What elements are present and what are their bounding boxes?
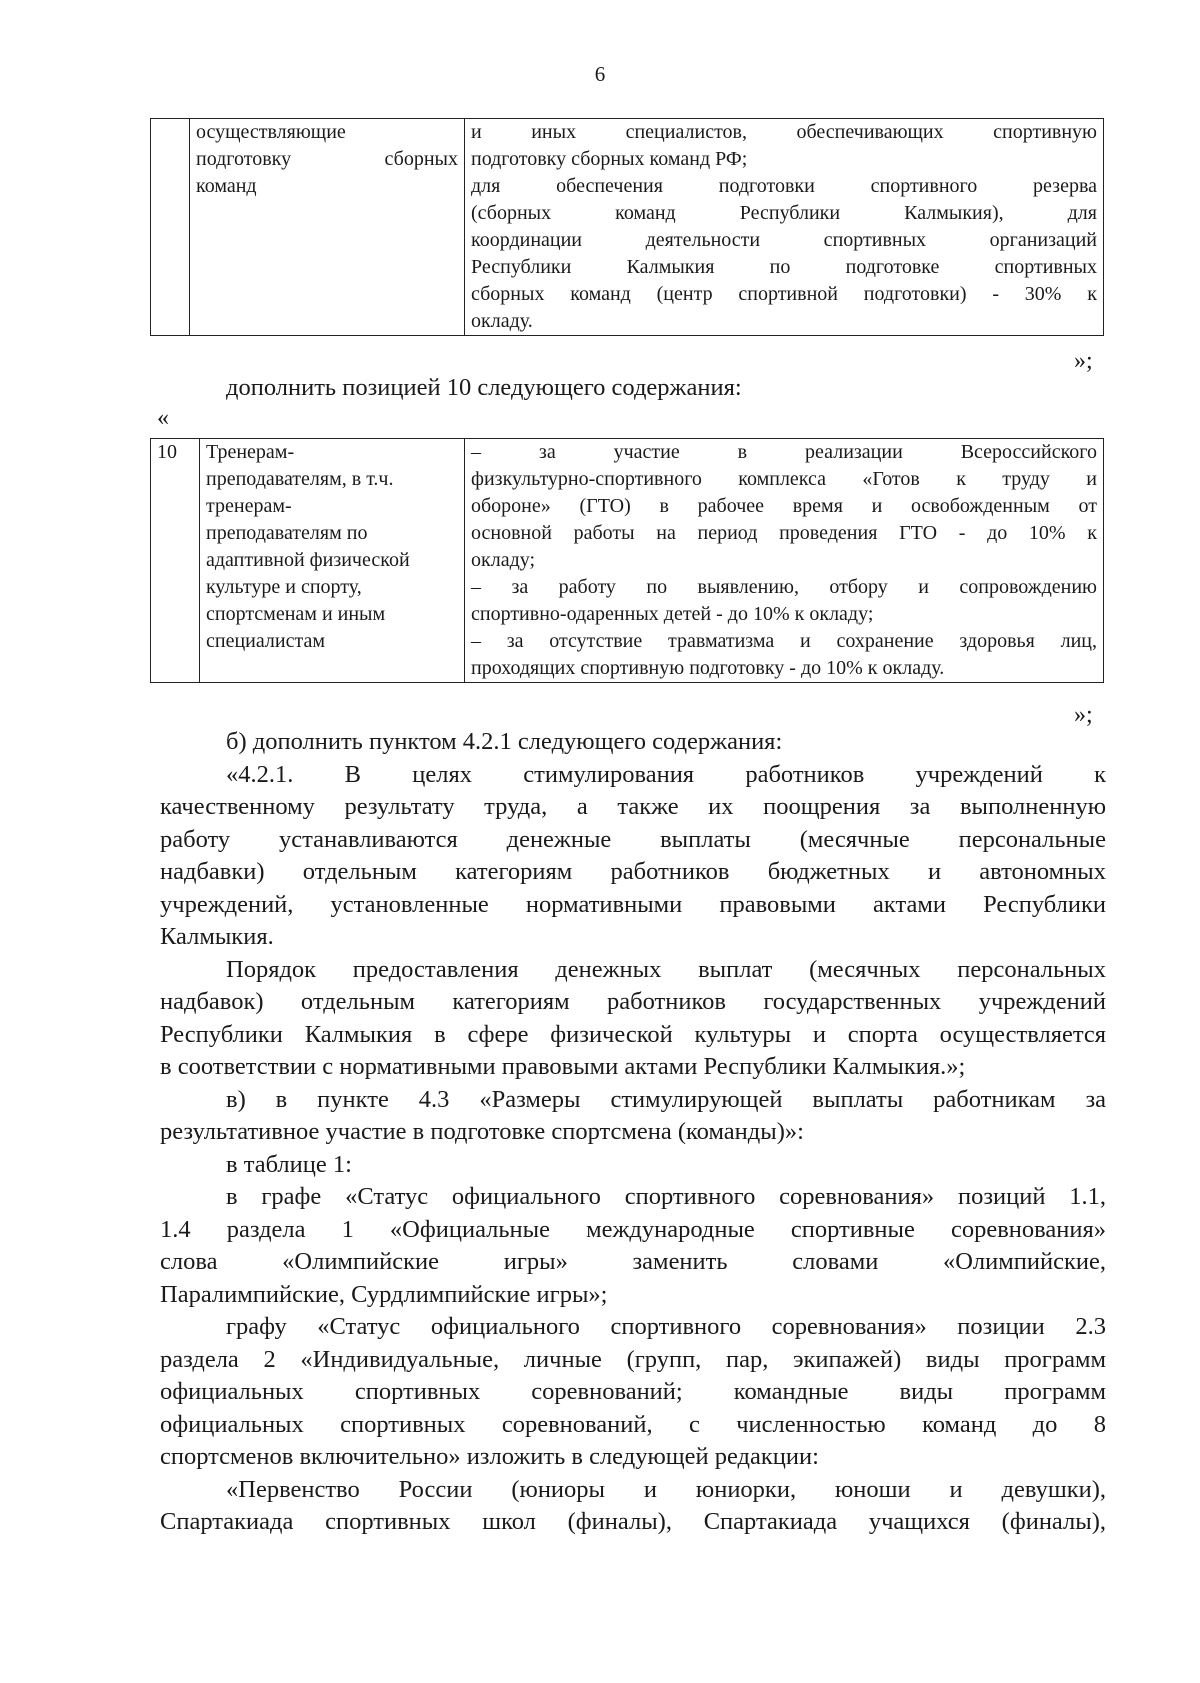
text-line: Калмыкия. — [160, 923, 274, 950]
table-cell-description — [465, 119, 1104, 336]
close-quote: »; — [1074, 348, 1093, 374]
cell-line: обороне» (ГТО) в рабочее время и освобожденным от — [471, 495, 1097, 517]
text-line: учреждений, установленные нормативными правовыми актами Республики — [160, 890, 1106, 918]
cell-line: координации деятельности спортивных организаций — [471, 229, 1097, 251]
cell-line: (сборных команд Республики Калмыкия), для — [471, 202, 1097, 224]
text-line: официальных спортивных соревнований; командные виды программ — [160, 1378, 1106, 1405]
text-line: работу устанавливаются денежные выплаты (месячные персональные — [160, 825, 1106, 853]
table-continued — [150, 118, 1104, 336]
cell-line: адаптивной физической — [206, 549, 410, 571]
table-cell-num — [151, 119, 190, 336]
text-line: слова «Олимпийские игры» заменить словами «Олимпийские, — [160, 1248, 1106, 1275]
text-line: надбавки) отдельным категориям работников бюджетных и автономных — [160, 858, 1106, 885]
cell-line: – за участие в реализации Всероссийского — [471, 441, 1097, 463]
cell-line: культуре и спорту, — [206, 576, 362, 598]
cell-line: преподавателям, в т.ч. — [206, 468, 394, 490]
text-line: раздела 2 «Индивидуальные, личные (групп, пар, экипажей) виды программ — [160, 1345, 1106, 1373]
text-line: Паралимпийские, Сурдлимпийские игры»; — [160, 1280, 608, 1308]
table-cell-description — [465, 439, 1104, 683]
cell-line: окладу. — [471, 310, 533, 332]
table-row — [151, 439, 1104, 683]
cell-line: осуществляющие — [196, 121, 346, 143]
cell-line: Республики Калмыкия по подготовке спортивных — [471, 256, 1097, 278]
text-line: 1.4 раздела 1 «Официальные международные спортивные соревнования» — [160, 1215, 1106, 1243]
cell-line: тренерам- — [206, 495, 292, 517]
cell-line: команд — [196, 175, 257, 197]
text-line: Спартакиада спортивных школ (финалы), Спартакиада учащихся (финалы), — [160, 1508, 1106, 1535]
cell-line: окладу; — [471, 549, 536, 571]
body-text — [160, 726, 1106, 1539]
text-line: в таблице 1: — [226, 1150, 352, 1178]
paragraph-pervenstvo — [160, 1474, 1106, 1539]
table-cell-num: 10 — [151, 439, 200, 683]
paragraph-table-1 — [160, 1149, 1106, 1182]
paragraph-order — [160, 954, 1106, 1084]
table-row — [151, 119, 1104, 336]
table-cell-category — [190, 119, 465, 336]
cell-line: основной работы на период проведения ГТО - до 10% к — [471, 522, 1097, 544]
cell-line: проходящих спортивную подготовку - до 10% к окладу. — [471, 657, 945, 679]
text-line: б) дополнить пунктом 4.2.1 следующего содержания: — [226, 728, 783, 755]
paragraph-v — [160, 1084, 1106, 1149]
paragraph-grafu — [160, 1311, 1106, 1474]
cell-line: подготовку сборных — [196, 148, 458, 170]
paragraph-4-2-1 — [160, 759, 1106, 954]
text-line: надбавок) отдельным категориям работников государственных учреждений — [160, 988, 1106, 1015]
cell-line: физкультурно-спортивного комплекса «Готов к труду и — [471, 468, 1097, 490]
open-quote: « — [157, 405, 169, 431]
table-position-10 — [150, 438, 1104, 683]
cell-line: Тренерам- — [206, 441, 295, 463]
text-line: в) в пункте 4.3 «Размеры стимулирующей выплаты работникам за — [226, 1085, 1106, 1113]
cell-line: и иных специалистов, обеспечивающих спортивную — [471, 121, 1097, 143]
text-line: результативное участие в подготовке спортсмена (команды)»: — [160, 1118, 804, 1145]
cell-line: сборных команд (центр спортивной подготовки) - 30% к — [471, 283, 1097, 305]
page-number: 6 — [594, 62, 606, 86]
cell-line: – за отсутствие травматизма и сохранение здоровья лиц, — [471, 630, 1097, 652]
text-line: «Первенство России (юниоры и юниорки, юноши и девушки), — [226, 1475, 1106, 1503]
cell-line: преподавателям по — [206, 522, 368, 544]
cell-line: специалистам — [206, 630, 325, 652]
text-line: графу «Статус официального спортивного соревнования» позиции 2.3 — [226, 1313, 1106, 1340]
text-line: качественному результату труда, а также их поощрения за выполненную — [160, 793, 1106, 820]
text-line: «4.2.1. В целях стимулирования работников учреждений к — [226, 760, 1106, 788]
close-quote: »; — [1074, 702, 1093, 728]
text-line: Республики Калмыкия в сфере физической культуры и спорта осуществляется — [160, 1020, 1106, 1048]
cell-line: подготовку сборных команд РФ; — [471, 148, 748, 170]
cell-line: спортсменам и иным — [206, 603, 386, 625]
text-line: официальных спортивных соревнований, с численностью команд до 8 — [160, 1410, 1106, 1438]
cell-line: спортивно-одаренных детей - до 10% к окладу; — [471, 603, 874, 625]
text-line: Порядок предоставления денежных выплат (месячных персональных — [226, 955, 1106, 983]
add-position-text: дополнить позицией 10 следующего содержания: — [226, 374, 742, 401]
text-line: спортсменов включительно» изложить в следующей редакции: — [160, 1443, 819, 1470]
text-line: в соответствии с нормативными правовыми актами Республики Калмыкия.»; — [160, 1053, 966, 1080]
cell-line: – за работу по выявлению, отбору и сопровождению — [471, 576, 1097, 598]
paragraph-grafe — [160, 1181, 1106, 1311]
table-cell-category — [200, 439, 465, 683]
text-line: в графе «Статус официального спортивного соревнования» позиций 1.1, — [226, 1183, 1106, 1210]
paragraph-b — [160, 726, 1106, 759]
cell-line: для обеспечения подготовки спортивного резерва — [471, 175, 1097, 197]
